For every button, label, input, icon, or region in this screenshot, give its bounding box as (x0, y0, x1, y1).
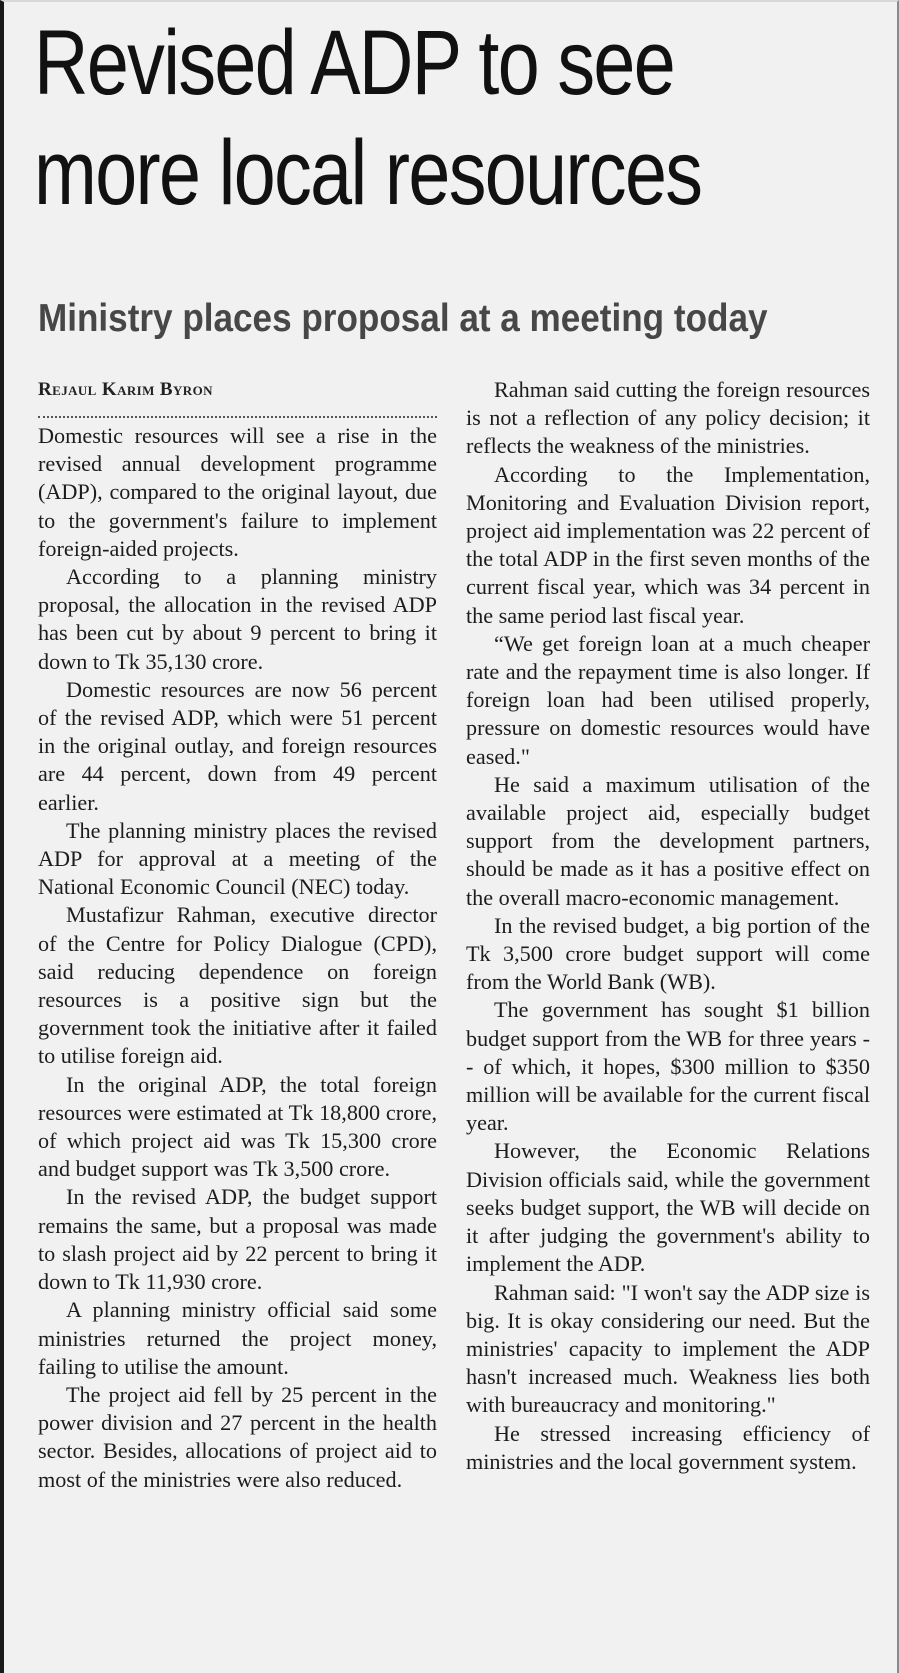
paragraph: In the revised budget, a big portion of the Tk 3,500 crore budget support will come from the World Bank (WB). (466, 912, 870, 995)
paragraph: Rahman said: "I won't say the ADP size is big. It is okay considering our need. But the ministries' capacity to implement the ADP hasn't increased much. Weakness lies both with bureaucracy and monitoring." (466, 1279, 870, 1418)
paragraph: A planning ministry official said some ministries returned the project money, failing to utilise the amount. (38, 1297, 437, 1379)
paragraph: However, the Economic Relations Division officials said, while the government seeks budget support, the WB will decide on it after judging the government's ability to implement the ADP. (466, 1138, 870, 1277)
paragraph: Rahman said cutting the foreign resources is not a reflection of any policy decision; it reflects the weakness of the ministries. (466, 377, 870, 459)
headline (34, 8, 731, 228)
right-column (466, 376, 870, 1476)
paragraph: Domestic resources are now 56 percent of the revised ADP, which were 51 percent in the original outlay, and foreign resources are 44 percent, down from 49 percent earlier. (38, 676, 437, 815)
paragraph: In the original ADP, the total foreign resources were estimated at Tk 18,800 crore, of which project aid was Tk 15,300 crore and budget support was Tk 3,500 crore. (38, 1071, 437, 1182)
byline: Rejaul Karim Byron (38, 379, 213, 400)
byline-divider (38, 406, 437, 418)
paragraph: In the revised ADP, the budget support remains the same, but a proposal was made to slash project aid by 22 percent to bring it down to Tk 11,930 crore. (38, 1184, 437, 1295)
headline-line-1: Revised ADP to see (34, 12, 675, 114)
paragraph: He said a maximum utilisation of the available project aid, especially budget support from the development partners, should be made as it has a positive effect on the overall macro-economic management. (466, 771, 870, 910)
paragraph: The planning ministry places the revised ADP for approval at a meeting of the National Economic Council (NEC) today. (38, 817, 437, 900)
paragraph: He stressed increasing efficiency of ministries and the local government system. (466, 1420, 870, 1474)
paragraph: The government has sought $1 billion budget support from the WB for three years -- of which, it hopes, $300 million to $350 million will be available for the current fiscal year. (466, 997, 870, 1136)
paragraph: Domestic resources will see a rise in the revised annual development programme (ADP), compared to the original layout, due to the government's failure to implement foreign-aided projects. (38, 423, 437, 561)
paragraph: The project aid fell by 25 percent in the power division and 27 percent in the health sector. Besides, allocations of project aid to most of the ministries were also reduced. (38, 1381, 437, 1492)
paragraph: According to the Implementation, Monitoring and Evaluation Division report, project aid implementation was 22 percent of the total ADP in the first seven months of the current fiscal year, which was 34 percent in the same period last fiscal year. (466, 461, 870, 628)
left-column (38, 376, 437, 1494)
paragraph: Mustafizur Rahman, executive director of the Centre for Policy Dialogue (CPD), said reducing dependence on foreign resources is a positive sign but the government took the initiative after it failed to utilise foreign aid. (38, 902, 437, 1069)
paragraph: “We get foreign loan at a much cheaper rate and the repayment time is also longer. If foreign loan had been utilised properly, pressure on domestic resources would have eased." (466, 630, 870, 769)
headline-line-2: more local resources (34, 122, 702, 224)
subheadline: Ministry places proposal at a meeting today (38, 297, 768, 340)
paragraph: According to a planning ministry proposal, the allocation in the revised ADP has been cut by about 9 percent to bring it down to Tk 35,130 crore. (38, 564, 437, 674)
